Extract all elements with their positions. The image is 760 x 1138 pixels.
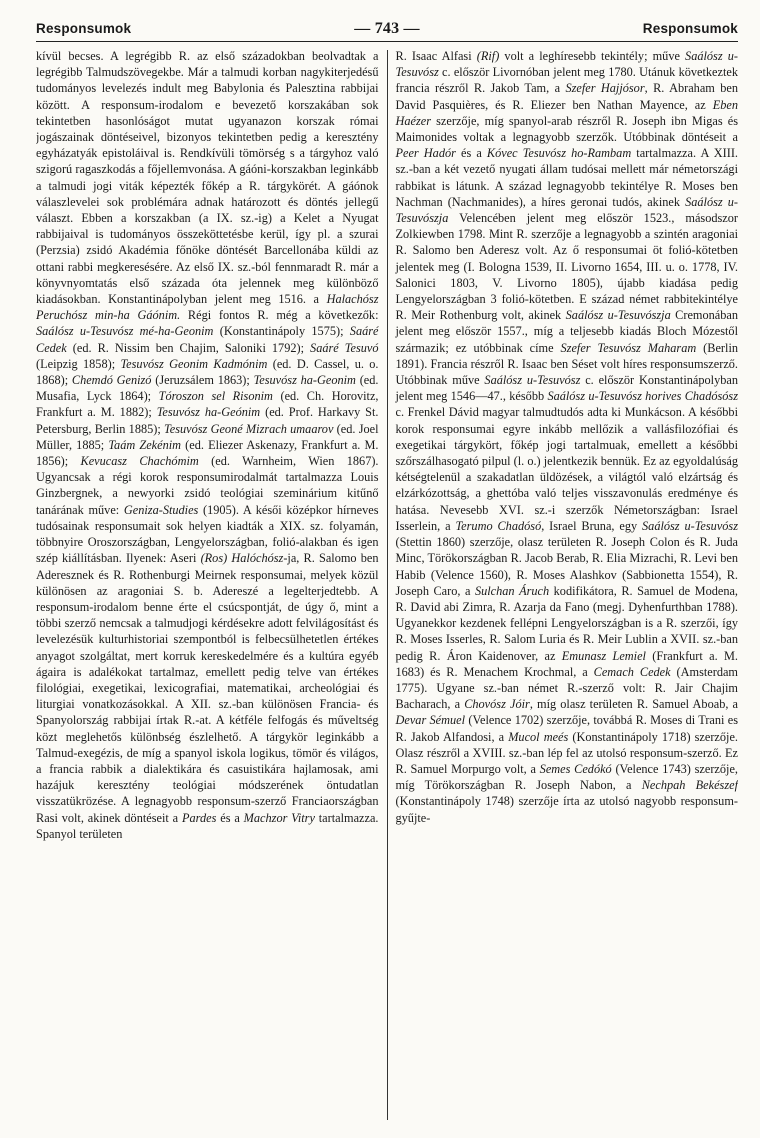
- left-column: [36, 48, 379, 1133]
- text-run: (Berlin 1891). Francia részről R. Isaac ben Séset volt híres responsumszerző. Utóbbinak műve: [395, 340, 738, 388]
- italic-title: Mucol meés: [508, 729, 569, 744]
- text-run: (Velence 1743) szerzője, míg Törökországban R. Joseph Nabon, a: [395, 761, 738, 793]
- italic-title: Saálósz u-Tesuvósz: [484, 373, 581, 388]
- text-run: kívül becses. A legrégibb R. az első századokban beolvadtak a legrégibb Talmudszövegekbe. Már a talmudi korban nagykiterjedésű tudományos levelezés indult meg Babylonia és Palesztina rabbijai között. A responsum-irodalom e bevezető korszakában sok tekintetben hasonlóságot mutat ugyanazon korszak római jogászainak döntéseivel, bizonyos tekintetben pedig a keresztény egyházatyák epistoláival is. Rendkívüli tömörség s a tárgyhoz való szigorú ragaszkodás a főjellemvonása. A gáóni-korszakban leginkább a talmudi jogi viták képezték főkép a R. tárgykörét. A gáónok válaszlevelei sok problémára adnak határozott és döntés jellegű választ. Ebben a korszakban (a IX. sz.-ig) a Kelet a Nyugat rabbijaival is tudományos összeköttetésbe kerül, így pl. a szurai (Perzsia) zsidó Akadémia főnöke döntését Barcellonába küldi az ottani rabbi megkeresésére. Az első IX. sz.-ból fennmaradt R. már a könyvnyomtatás első százada óta jelennek meg különböző kiadásokban. Konstantinápolyban jelent meg 1516. a: [36, 49, 379, 307]
- right-column-text: [396, 48, 739, 826]
- italic-title: Tesuvósz Geoné Mizrach umaarov: [164, 421, 334, 436]
- italic-title: Kóvec Tesuvósz ho-Rambam: [486, 146, 632, 161]
- italic-title: Kevucasz Chachómim: [80, 454, 199, 469]
- text-run: (ed. Prof. Harkavy St. Petersburg, Berlin 1885);: [36, 405, 379, 436]
- text-run: (Velence 1702) szerzője, továbbá R. Moses di Trani es R. Jakob Alfandosi, a: [395, 713, 738, 744]
- italic-title: Eben Haézer: [395, 97, 738, 128]
- italic-title: Peer Hadór: [395, 146, 456, 161]
- text-run: (Stettin 1860) szerzője, olasz területen R. Joseph Colon és R. Juda Minc, Törökországban R. Jacob Berab, R. Elia Mizrachi, R. Levi ben Habib (Velence 1560), R. Moses Alashkov (Sabbionetta 1554), R. Joseph Caro, a: [395, 535, 738, 598]
- right-column: [396, 48, 739, 1133]
- text-run: , míg olasz területen R. Samuel Aboab, a: [529, 697, 738, 712]
- italic-title: Tóroszon sel Risonim: [158, 389, 273, 404]
- italic-title: Devar Sémuel: [395, 713, 466, 728]
- text-run: szerzője, míg spanyol-arab részről R. Joseph ibn Migas és Maimonides voltak a legnagyobb szerzők. Utóbbinak döntéseit a: [395, 113, 738, 145]
- text-run: (Konstantinápoly 1718) szerzője. Olasz részről a XVIII. sz.-ban lép fel az utolsó responsum-szerző. Ez R. Samuel Morpurgo volt, a: [395, 729, 738, 776]
- text-run: tartalmazza. Spanyol területen: [36, 810, 379, 841]
- text-run: , Israel Bruna, egy: [541, 518, 643, 533]
- italic-title: Saálósz u-Tesuvószja: [395, 194, 738, 226]
- italic-title: Saáré Tesuvó: [310, 340, 379, 355]
- italic-title: Chovósz Jóir: [464, 697, 530, 712]
- running-header: [36, 20, 738, 42]
- header-left: Responsumok: [36, 21, 132, 36]
- italic-title: Tesuvósz ha-Geónim: [156, 405, 261, 420]
- column-divider: [387, 50, 388, 1120]
- text-run: és a: [455, 146, 487, 161]
- italic-title: Halachósz Peruchósz min-ha Gáónim.: [36, 292, 379, 323]
- text-run: (Konstantinápoly 1748) szerzője írta az utolsó nagyobb responsum-gyűjte-: [395, 794, 738, 825]
- left-column-text: [36, 48, 379, 842]
- italic-title: Saálósz u-Tesuvósz: [642, 518, 738, 533]
- text-run: volt a leghíresebb tekintély; műve: [499, 49, 686, 63]
- italic-title: Sulchan Áruch: [474, 583, 550, 598]
- text-run: c. először Konstantinápolyban jelent meg 1546—47., később: [395, 373, 738, 404]
- italic-title: Szefer Hajjósor: [565, 81, 645, 96]
- text-run: (Konstantinápoly 1575);: [213, 324, 350, 339]
- italic-title: Terumo Chadósó: [455, 518, 542, 533]
- text-run: , R. Abraham ben David Pasquières, és R. Eliezer ben Nathan Mayence, az: [395, 81, 738, 112]
- text-run: (ed. Ch. Horovitz, Frankfurt a. M. 1882);: [36, 389, 379, 420]
- italic-title: Saáré Cedek: [36, 324, 379, 355]
- text-run: c. először Livornóban jelent meg 1780. Utánuk következtek francia részről R. Jakob Tam, a: [395, 65, 738, 96]
- text-run: -ja, R. Salomo ben Aderesznek és R. Rothenburgi Meirnek responsumai, melyek közül különösen az aragoniai S. b. Adereszé a legelterjedtebb. A responsum-irodalom benne érte el csúcspontját, de úgy ő, mint a többi szerző nemcsak a talmudjogi kérdésekre adott felvilágosítást és levelezésük kulturhistoriai szempontból is felbecsülhetetlen értékes anyagot szolgáltat, mert korruk kereskedelmére és a kultúra egyéb ágaira is adalékokat tartalmaz, emellett pedig telve van értékes filológiai, exegetikai, lexicografiai, matematikai, archeológiai és liturgiai vonatkozásokkal. A XII. sz.-ban különösen Francia- és Spanyolország rabbijai írtak R.-at. A kétféle felfogás és műveltség közt meglehetős különbség észlelhető. A tárgykör leginkább a Talmud-exegézis, de míg a spanyol iskola logikus, tömör és világos, a francia rabbik a dialektikára és casuistikára hajlamosak, ami hazájuk keresztény teológiai módszerének öntudatlan visszatükrözése. A legnagyobb responsum-szerző Franciaországban Rasi volt, akinek döntéseit a: [36, 551, 379, 825]
- text-run: (Amsterdam 1775). Ugyane sz.-ban német R.-szerző volt: R. Jair Chajim Bacharach, a: [395, 664, 738, 712]
- header-right: Responsumok: [642, 21, 738, 36]
- italic-title: (Ros) Halóchósz: [200, 551, 284, 566]
- italic-title: Nechpah Bekészef: [641, 778, 738, 793]
- italic-title: (Rif): [476, 49, 500, 63]
- text-run: (ed. D. Cassel, u. o. 1868);: [36, 356, 379, 388]
- text-run: (ed. Warnheim, Wien 1867). Ugyancsak a régi korok responsumirodalmát tartalmazza Louis Ginzbergnek, a newyorki zsidó teológiai szeminárium kitűnő tanárának műve:: [36, 454, 379, 517]
- italic-title: Saálósz u-Tesuvósz: [395, 49, 738, 80]
- text-run: R. Isaac Alfasi: [395, 49, 477, 63]
- italic-title: Chemdó Genizó: [71, 373, 152, 388]
- italic-title: Saálósz u-Tesuvósz mé-ha-Geonim: [36, 324, 214, 339]
- text-run: és a: [216, 810, 244, 825]
- italic-title: Tesuvósz Geonim Kadmónim: [120, 356, 268, 371]
- italic-title: Semes Cedókó: [539, 761, 612, 776]
- page-number: — 743 —: [354, 20, 420, 37]
- text-run: (Jeruzsálem 1863);: [151, 373, 254, 388]
- text-columns: [36, 48, 738, 1133]
- text-run: kodifikátora, R. Samuel de Modena, R. David abi Zimra, R. Azarja da Fano (megj. Dyhenfurthban 1788). Ugyanekkor kezdenek fellépni Lengyelországban is a R. szerzői, így R. Moses Isserles, R. Salom Luria és R. Meir Lublin a XVII. sz.-ban pedig R. Áron Kaidenover, az: [395, 583, 738, 663]
- italic-title: Saálósz u-Tesuvósz horives Chadósósz: [547, 389, 738, 404]
- text-run: (ed. R. Nissim ben Chajim, Saloniki 1792);: [66, 340, 311, 355]
- italic-title: Szefer Tesuvósz Maharam: [560, 340, 697, 355]
- text-run: Cremonában jelent meg először 1557., míg a teljesebb kiadás Bloch Mózestől származik; ez utóbbinak címe: [395, 308, 738, 355]
- text-run: (ed. Joel Müller, 1885;: [36, 421, 379, 452]
- text-run: (ed. Eliezer Askenazy, Frankfurt a. M. 1856);: [36, 437, 379, 469]
- text-run: (1905). A késői középkor hírneves tudósainak responsumait sok helyen kiadták a XIX. sz. folyamán, többnyire Oroszországban, Lengyelországban, folió-alakban és igen szép kiállításban. Ilyenek: Aseri: [36, 502, 379, 566]
- text-run: Velencében jelent meg először 1523., másodszor Zolkiewben 1798. Mint R. szerzője a legnagyobb a szintén aragoniai R. Salomo ben Aderesz volt. Az ő responsumai öt folió-kötetben jelentek meg (I. Bologna 1539, II. Livorno 1654, III. u. o. 1778, IV. Salonici 1803, V. Livorno 1805), újabb kiadása pedig Lengyelországban 3 folió-kötetben. E század német rabbitekintélye R. Meir Rothenburg volt, akinek: [395, 211, 738, 323]
- italic-title: Emunasz Lemiel: [561, 648, 646, 663]
- italic-title: Tesuvósz ha-Geonim: [253, 373, 356, 388]
- text-run: tartalmazza. A XIII. sz.-ban a két vezető nyugati állam tudósai mellett már németországi rabbikat is látunk. A század legnagyobb tekintélye R. Moses ben Nachman (Nachmanides), a híres geronai tudós, akinek: [395, 146, 738, 209]
- text-run: c. Frenkel Dávid magyar talmudtudós adta ki Munkácson. A későbbi korok responsumai egyre inkább mellőzik a vallásfilozófiai és exegetikai tárgykört, főkép jogi tartalmuak, emellett a későbbi szőrszálhasogató pilpul (l. o.) jelentkezik bennük. Ez az egyoldalúság kétségtelenül a szakadatlan üldözések, a világtól való elzártság és elzárkózottság, a ghettóba való teljes visszavonulás eredménye és hatása. Nevesebb XVI. sz.-i szerzők Németországban: Israel Isserlein, a: [395, 405, 738, 533]
- text-run: (ed. Musafia, Lyck 1864);: [36, 373, 379, 404]
- italic-title: Pardes: [181, 810, 217, 825]
- text-run: Régi fontos R. még a következők:: [180, 308, 379, 323]
- italic-title: Machzor Vitry: [243, 810, 315, 825]
- italic-title: Taám Zekénim: [108, 437, 182, 452]
- text-run: (Frankfurt a. M. 1683) és R. Menachem Krochmal, a: [395, 648, 738, 679]
- italic-title: Saálósz u-Tesuvószja: [565, 308, 671, 323]
- italic-title: Cemach Cedek: [593, 664, 671, 679]
- text-run: (Leipzig 1858);: [36, 356, 121, 371]
- italic-title: Geniza-Studies: [123, 502, 199, 517]
